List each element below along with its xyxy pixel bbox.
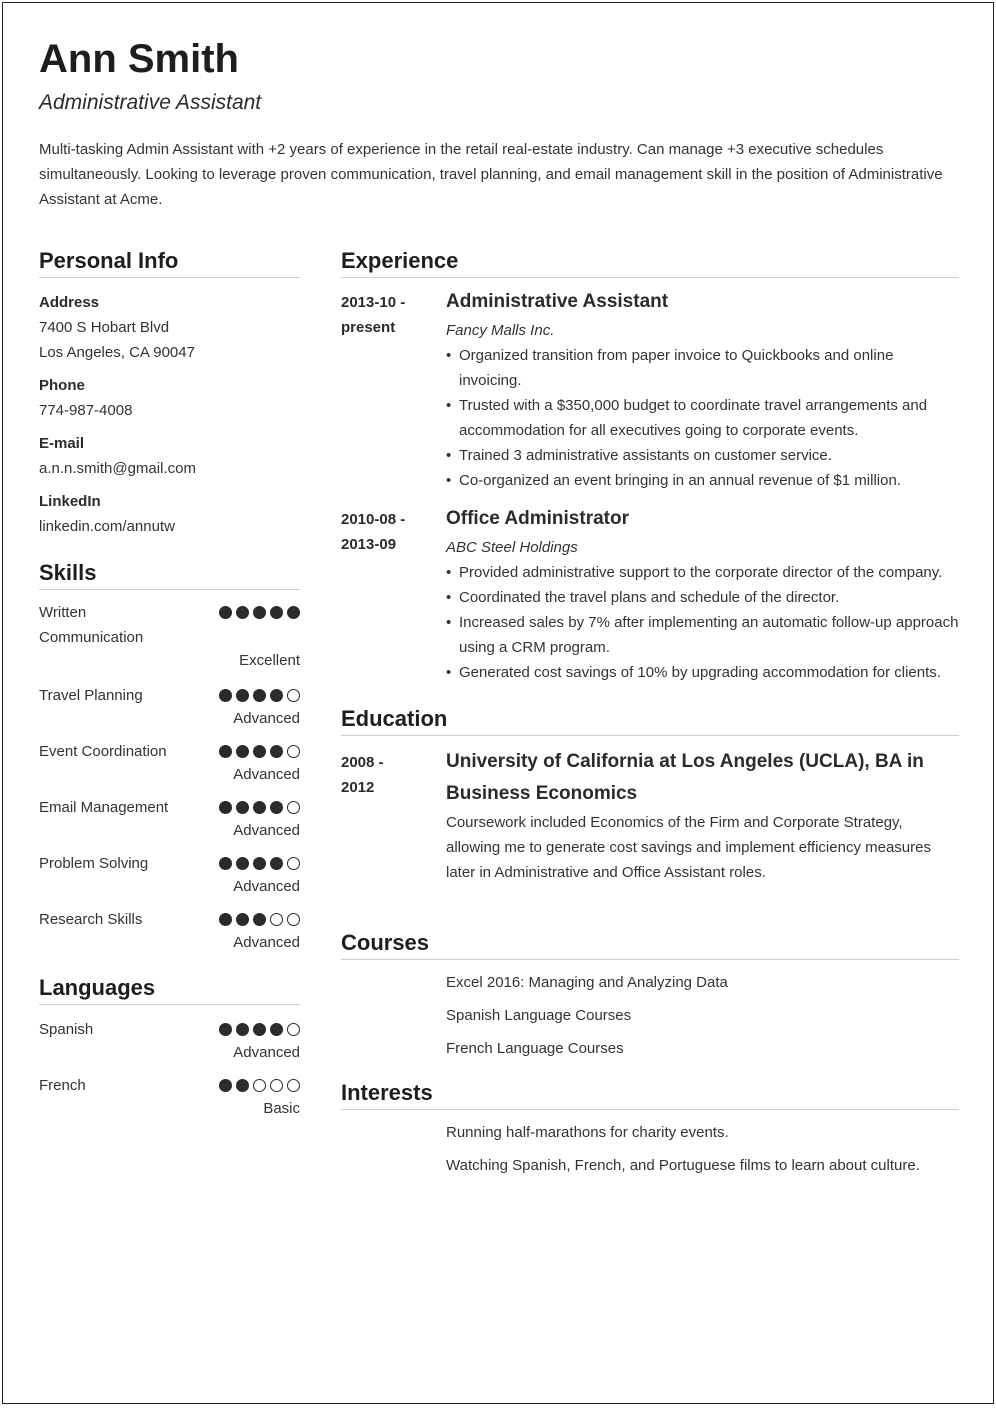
language-name: French — [39, 1077, 86, 1094]
skill-item — [39, 600, 300, 672]
rating-dot — [253, 801, 266, 814]
company-name: Fancy Malls Inc. — [446, 322, 555, 339]
candidate-title: Administrative Assistant — [39, 91, 262, 114]
rating-dot — [253, 606, 266, 619]
skill-item — [39, 851, 300, 898]
date-start: 2010-08 - — [341, 511, 406, 528]
list-item: • Generated cost savings of 10% by upgrading accommodation for clients. — [446, 660, 959, 685]
rating-dot — [253, 1079, 266, 1092]
rating-dots — [219, 606, 300, 619]
rating-dot — [287, 606, 300, 619]
rating-dot — [219, 689, 232, 702]
rating-dot — [270, 689, 283, 702]
rating-dot — [219, 857, 232, 870]
rating-dot — [287, 1079, 300, 1092]
date-end: 2012 — [341, 779, 375, 796]
date-start: 2008 - — [341, 754, 384, 771]
rating-dot — [253, 1023, 266, 1036]
rating-dot — [236, 689, 249, 702]
personal-info-section — [39, 290, 300, 539]
linkedin-value: linkedin.com/annutw — [39, 518, 175, 535]
school-name: University of California at Los Angeles (UCLA), BA in Business Economics — [446, 751, 924, 804]
interests-heading: Interests — [341, 1079, 959, 1110]
course-item: Excel 2016: Managing and Analyzing Data — [446, 974, 728, 991]
rating-dot — [236, 913, 249, 926]
experience-entry — [341, 507, 959, 685]
rating-dot — [219, 745, 232, 758]
linkedin-label: LinkedIn — [39, 493, 101, 510]
skill-name: Event Coordination — [39, 743, 167, 760]
rating-dot — [253, 913, 266, 926]
list-item: • Provided administrative support to the corporate director of the company. — [446, 560, 959, 585]
courses-list — [341, 970, 959, 1061]
education-heading: Education — [341, 705, 959, 736]
course-item: French Language Courses — [446, 1040, 624, 1057]
skill-name: Travel Planning — [39, 687, 143, 704]
email-label: E-mail — [39, 435, 85, 452]
skill-level: Advanced — [233, 878, 300, 895]
skill-item — [39, 907, 300, 954]
rating-dot — [219, 1023, 232, 1036]
rating-dot — [270, 913, 283, 926]
rating-dot — [236, 745, 249, 758]
experience-date — [341, 507, 446, 685]
rating-dot — [287, 1023, 300, 1036]
languages-heading: Languages — [39, 974, 300, 1005]
rating-dot — [219, 801, 232, 814]
experience-entry — [341, 290, 959, 493]
list-item: • Coordinated the travel plans and schedule of the director. — [446, 585, 959, 610]
date-end: 2013-09 — [341, 536, 397, 553]
rating-dots — [219, 689, 300, 702]
company-name: ABC Steel Holdings — [446, 539, 578, 556]
skill-name: Email Management — [39, 799, 169, 816]
email-value: a.n.n.smith@gmail.com — [39, 460, 196, 477]
list-item: • Trained 3 administrative assistants on customer service. — [446, 443, 959, 468]
rating-dot — [287, 857, 300, 870]
rating-dot — [236, 801, 249, 814]
rating-dots — [219, 857, 300, 870]
rating-dots — [219, 745, 300, 758]
rating-dot — [236, 1023, 249, 1036]
course-item: Spanish Language Courses — [446, 1007, 632, 1024]
job-title: Administrative Assistant — [446, 291, 669, 312]
rating-dot — [270, 1079, 283, 1092]
skill-level: Advanced — [233, 934, 300, 951]
experience-heading: Experience — [341, 247, 959, 278]
interest-item: Running half-marathons for charity events. — [446, 1124, 729, 1141]
rating-dot — [253, 857, 266, 870]
skill-item — [39, 795, 300, 842]
skills-list — [39, 600, 300, 954]
experience-date — [341, 290, 446, 493]
rating-dot — [236, 606, 249, 619]
job-title: Office Administrator — [446, 508, 629, 529]
rating-dot — [219, 913, 232, 926]
skill-name: Problem Solving — [39, 855, 149, 872]
skill-name: Research Skills — [39, 911, 143, 928]
rating-dot — [287, 801, 300, 814]
rating-dot — [236, 857, 249, 870]
skills-heading: Skills — [39, 559, 300, 590]
candidate-name: Ann Smith — [39, 37, 239, 81]
rating-dot — [270, 606, 283, 619]
skill-item — [39, 739, 300, 786]
left-column — [39, 247, 300, 1120]
language-level: Basic — [263, 1100, 300, 1117]
education-entry — [341, 750, 959, 885]
responsibility-list — [446, 560, 959, 685]
address-label: Address — [39, 294, 100, 311]
skill-name: Written Communication — [39, 604, 144, 646]
list-item: • Organized transition from paper invoice to Quickbooks and online invoicing. — [446, 343, 959, 393]
rating-dot — [270, 745, 283, 758]
rating-dot — [219, 1079, 232, 1092]
language-name: Spanish — [39, 1021, 94, 1038]
rating-dot — [287, 913, 300, 926]
rating-dot — [253, 689, 266, 702]
skill-level: Advanced — [233, 766, 300, 783]
phone-label: Phone — [39, 377, 85, 394]
summary: Multi-tasking Admin Assistant with +2 years of experience in the retail real-estate industry. Can manage +3 executive schedules simultaneously. Looking to leverage proven communication, travel planning, and email management skill in the position of Administrative Assistant at Acme. — [39, 141, 943, 208]
rating-dots — [219, 1023, 300, 1036]
rating-dot — [253, 745, 266, 758]
phone-value: 774-987-4008 — [39, 402, 133, 419]
education-description: Coursework included Economics of the Firm and Corporate Strategy, allowing me to generate cost savings and implement efficiency measures later in Administrative and Office Assistant roles. — [446, 814, 931, 881]
address-line1: 7400 S Hobart Blvd — [39, 319, 170, 336]
rating-dot — [270, 1023, 283, 1036]
rating-dot — [270, 801, 283, 814]
skill-item — [39, 683, 300, 730]
language-level: Advanced — [233, 1044, 300, 1061]
list-item: • Trusted with a $350,000 budget to coordinate travel arrangements and accommodation for all executives going to corporate events. — [446, 393, 959, 443]
date-start: 2013-10 - — [341, 294, 406, 311]
skill-level: Excellent — [239, 652, 300, 669]
rating-dot — [270, 857, 283, 870]
date-end: present — [341, 319, 396, 336]
interest-item: Watching Spanish, French, and Portuguese films to learn about culture. — [446, 1157, 920, 1174]
languages-list — [39, 1017, 300, 1120]
rating-dots — [219, 801, 300, 814]
rating-dot — [219, 606, 232, 619]
rating-dot — [287, 745, 300, 758]
rating-dot — [287, 689, 300, 702]
skill-level: Advanced — [233, 710, 300, 727]
skill-level: Advanced — [233, 822, 300, 839]
address-line2: Los Angeles, CA 90047 — [39, 344, 195, 361]
rating-dot — [236, 1079, 249, 1092]
education-date — [341, 750, 446, 885]
personal-info-heading: Personal Info — [39, 247, 300, 278]
interests-list — [341, 1120, 959, 1178]
language-item — [39, 1073, 300, 1120]
responsibility-list — [446, 343, 959, 493]
right-column — [341, 247, 959, 1178]
rating-dots — [219, 1079, 300, 1092]
list-item: • Increased sales by 7% after implementing an automatic follow-up approach using a CRM program. — [446, 610, 959, 660]
language-item — [39, 1017, 300, 1064]
courses-heading: Courses — [341, 929, 959, 960]
list-item: • Co-organized an event bringing in an annual revenue of $1 million. — [446, 468, 959, 493]
resume-page — [2, 2, 994, 1404]
rating-dots — [219, 913, 300, 926]
